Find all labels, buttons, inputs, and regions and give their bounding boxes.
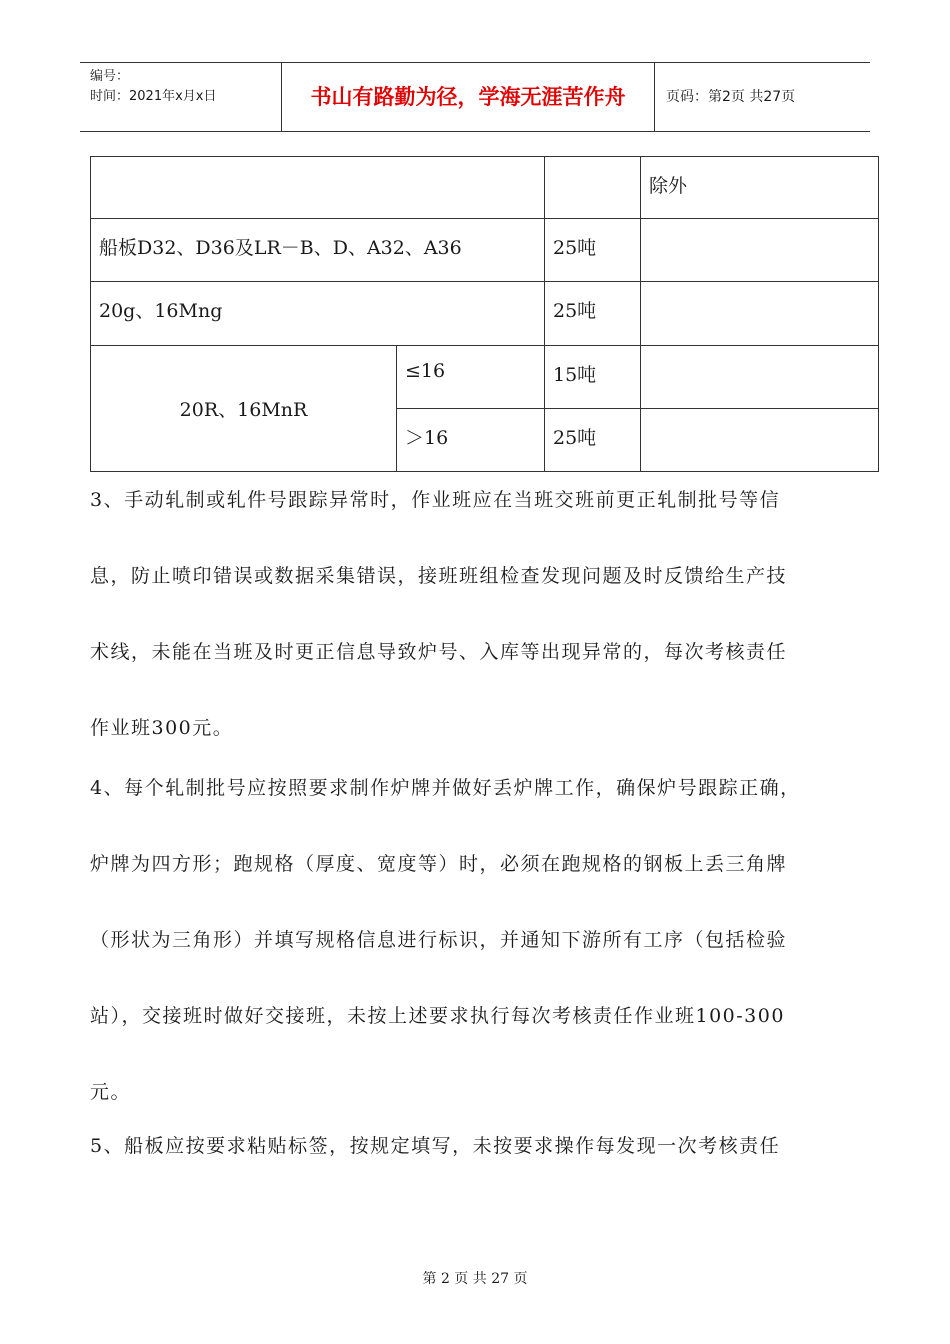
table-cell: 20g、16Mng [91,282,545,346]
table-cell: 25吨 [545,282,641,346]
page-header [80,62,870,132]
paragraph-4 [90,750,880,1130]
table-cell: ≤16 [397,346,545,409]
header-page-number: 页码：第2页 共27页 [666,89,796,105]
header-motto: 书山有路勤为径，学海无涯苦作舟 [310,85,626,109]
table-cell [91,157,545,219]
table-cell [545,157,641,219]
header-meta [90,67,216,107]
table-cell [641,219,879,282]
text-line: 术线，未能在当班及时更正信息导致炉号、入库等出现异常的，每次考核责任 [90,641,788,663]
serial-label: 编号： [90,69,130,84]
table-row [91,157,879,219]
table-row [91,346,879,409]
page-footer: 第 2 页 共 27 页 [422,1271,528,1287]
paragraph-5 [90,1108,880,1184]
table-cell: 25吨 [545,409,641,472]
table-cell [641,346,879,409]
text-line: 站），交接班时做好交接班，未按上述要求执行每次考核责任作业班100-300 [90,1005,785,1027]
date-label: 时间：2021年x月x日 [90,89,217,104]
text-line: 炉牌为四方形；跑规格（厚度、宽度等）时，必须在跑规格的钢板上丢三角牌 [90,853,788,875]
paragraph-3 [90,462,880,766]
text-line: 息，防止喷印错误或数据采集错误，接班班组检查发现问题及时反馈给生产技 [90,565,788,587]
table-row [91,219,879,282]
text-line: （形状为三角形）并填写规格信息进行标识，并通知下游所有工序（包括检验 [90,929,788,951]
header-divider [654,63,655,131]
table-cell: 船板D32、D36及LR－B、D、A32、A36 [91,219,545,282]
table-cell: 15吨 [545,346,641,409]
table-cell: ＞16 [397,409,545,472]
table-cell [641,282,879,346]
table-cell: 除外 [641,157,879,219]
table-row [91,282,879,346]
table-cell: 25吨 [545,219,641,282]
text-line: 元。 [90,1081,132,1103]
text-line: 作业班300元。 [90,717,234,739]
spec-table [90,156,879,472]
table-cell-merged: 20R、16MnR [91,346,397,472]
text-line: 5、船板应按要求粘贴标签，按规定填写，未按要求操作每发现一次考核责任 [90,1135,781,1157]
text-line: 4、每个轧制批号应按照要求制作炉牌并做好丢炉牌工作，确保炉号跟踪正确， [90,777,801,799]
text-line: 3、手动轧制或轧件号跟踪异常时，作业班应在当班交班前更正轧制批号等信 [90,489,781,511]
